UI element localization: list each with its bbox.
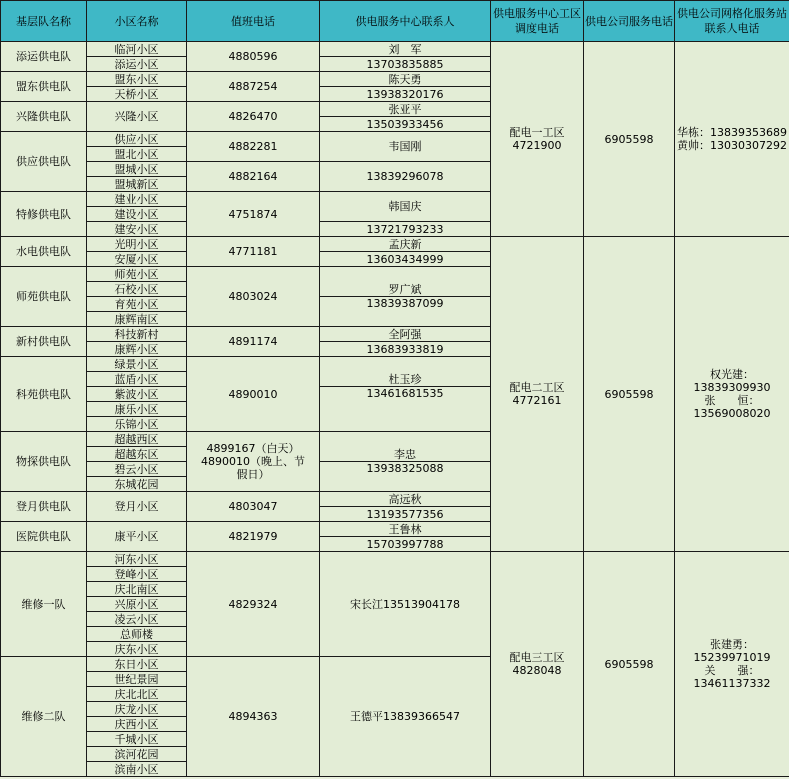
team-cell: 兴隆供电队 (1, 102, 87, 132)
district-cell (491, 237, 584, 552)
community-cell: 光明小区 (87, 237, 187, 252)
community-cell: 登峰小区 (87, 567, 187, 582)
duty-phone-cell: 4899167（白天）4890010（晚上、节假日） (187, 432, 320, 492)
contact-name-cell: 全阿强 (320, 327, 491, 342)
community-cell: 康辉小区 (87, 342, 187, 357)
community-cell: 庆西小区 (87, 717, 187, 732)
community-cell: 添运小区 (87, 57, 187, 72)
duty-phone-cell: 4890010 (187, 357, 320, 432)
header-team: 基层队名称 (1, 1, 87, 42)
team-cell: 师苑供电队 (1, 267, 87, 327)
grid-contact-cell (675, 42, 789, 237)
community-cell: 超越东区 (87, 447, 187, 462)
duty-phone-cell: 4821979 (187, 522, 320, 552)
team-cell: 科苑供电队 (1, 357, 87, 432)
district-name: 配电一工区 (509, 126, 565, 139)
grid-contact-line: 张建勇： (710, 638, 754, 651)
grid-contact-line: 13461137332 (693, 677, 771, 690)
community-cell: 安厦小区 (87, 252, 187, 267)
header-row (1, 1, 789, 42)
community-cell: 庆北北区 (87, 687, 187, 702)
contact-phone-cell: 13938320176 (320, 87, 491, 102)
community-cell: 千城小区 (87, 732, 187, 747)
community-cell: 凌云小区 (87, 612, 187, 627)
community-cell: 康平小区 (87, 522, 187, 552)
contact-cell: 宋长江13513904178 (320, 552, 491, 657)
contact-phone-cell: 15703997788 (320, 537, 491, 552)
contact-phone-cell: 13193577356 (320, 507, 491, 522)
contact-phone-cell: 13683933819 (320, 342, 491, 357)
grid-contact-line: 13839309930 (693, 381, 771, 394)
service-phone-cell: 6905598 (584, 552, 675, 777)
district-cell (491, 552, 584, 777)
grid-contact-line: 黄帅：13030307292 (677, 139, 787, 152)
team-cell: 新村供电队 (1, 327, 87, 357)
duty-phone-cell: 4880596 (187, 42, 320, 72)
duty-phone-cell: 4829324 (187, 552, 320, 657)
community-cell: 康乐小区 (87, 402, 187, 417)
contact-name-cell: 李忠 (320, 432, 491, 462)
community-cell: 庆北南区 (87, 582, 187, 597)
team-cell: 添运供电队 (1, 42, 87, 72)
duty-phone-cell: 4803047 (187, 492, 320, 522)
community-cell: 滨南小区 (87, 762, 187, 777)
header-duty-phone: 值班电话 (187, 1, 320, 42)
contact-name-cell: 王鲁林 (320, 522, 491, 537)
community-cell: 盟城小区 (87, 162, 187, 177)
community-cell: 师苑小区 (87, 267, 187, 282)
duty-phone-cell: 4803024 (187, 267, 320, 327)
community-cell: 育苑小区 (87, 297, 187, 312)
contact-name-cell: 韦国刚 (320, 132, 491, 162)
district-phone: 4772161 (512, 394, 562, 407)
duty-phone-cell: 4882164 (187, 162, 320, 192)
contact-phone-cell: 13721793233 (320, 222, 491, 237)
duty-phone-cell: 4826470 (187, 102, 320, 132)
community-cell: 科技新村 (87, 327, 187, 342)
community-cell: 兴隆小区 (87, 102, 187, 132)
header-grid-contact: 供电公司网格化服务站联系人电话 (675, 1, 789, 42)
community-cell: 紫波小区 (87, 387, 187, 402)
header-community: 小区名称 (87, 1, 187, 42)
grid-contact-line: 15239971019 (693, 651, 771, 664)
duty-phone-cell: 4891174 (187, 327, 320, 357)
community-cell: 建安小区 (87, 222, 187, 237)
contact-name-cell: 孟庆新 (320, 237, 491, 252)
district-name: 配电三工区 (509, 651, 565, 664)
community-cell: 盟城新区 (87, 177, 187, 192)
community-cell: 东城花园 (87, 477, 187, 492)
team-cell: 维修一队 (1, 552, 87, 657)
team-cell: 医院供电队 (1, 522, 87, 552)
contact-name-cell: 张亚平 (320, 102, 491, 117)
header-contact: 供电服务中心联系人 (320, 1, 491, 42)
district-phone: 4828048 (512, 664, 562, 677)
contact-phone-cell: 13839296078 (320, 162, 491, 192)
community-cell: 世纪景园 (87, 672, 187, 687)
community-cell: 蓝盾小区 (87, 372, 187, 387)
grid-contact-line: 权光建： (710, 368, 754, 381)
grid-contact-cell (675, 552, 789, 777)
community-cell: 兴原小区 (87, 597, 187, 612)
duty-phone-cell: 4751874 (187, 192, 320, 237)
grid-contact-line: 张 恒： (704, 394, 760, 407)
duty-phone-cell: 4887254 (187, 72, 320, 102)
community-cell: 超越西区 (87, 432, 187, 447)
community-cell: 绿景小区 (87, 357, 187, 372)
contact-phone-cell: 13503933456 (320, 117, 491, 132)
header-service-phone: 供电公司服务电话 (584, 1, 675, 42)
contact-name-cell: 陈天勇 (320, 72, 491, 87)
community-cell: 滨河花园 (87, 747, 187, 762)
header-dispatch: 供电服务中心工区调度电话 (491, 1, 584, 42)
contact-name-cell: 韩国庆 (320, 192, 491, 222)
community-cell: 河东小区 (87, 552, 187, 567)
grid-contact-line: 华栋：13839353689 (677, 126, 787, 139)
community-cell: 庆龙小区 (87, 702, 187, 717)
contact-phone-cell: 13703835885 (320, 57, 491, 72)
team-cell: 特修供电队 (1, 192, 87, 237)
team-cell: 盟东供电队 (1, 72, 87, 102)
community-cell: 乐锦小区 (87, 417, 187, 432)
contact-name-cell: 刘 军 (320, 42, 491, 57)
contact-phone-cell: 13839387099 (320, 297, 491, 327)
community-cell: 建业小区 (87, 192, 187, 207)
district-phone: 4721900 (512, 139, 562, 152)
community-cell: 总师楼 (87, 627, 187, 642)
community-cell: 康辉南区 (87, 312, 187, 327)
team-cell: 登月供电队 (1, 492, 87, 522)
duty-phone-cell: 4894363 (187, 657, 320, 777)
community-cell: 庆东小区 (87, 642, 187, 657)
community-cell: 碧云小区 (87, 462, 187, 477)
grid-contact-cell (675, 237, 789, 552)
duty-phone-cell: 4771181 (187, 237, 320, 267)
grid-contact-line: 13569008020 (693, 407, 771, 420)
contact-phone-cell: 13461681535 (320, 387, 491, 432)
community-cell: 盟东小区 (87, 72, 187, 87)
community-cell: 盟北小区 (87, 147, 187, 162)
community-cell: 石校小区 (87, 282, 187, 297)
contact-phone-cell: 13938325088 (320, 462, 491, 492)
contact-name-cell: 杜玉珍 (320, 357, 491, 387)
contact-name-cell: 罗广斌 (320, 267, 491, 297)
community-cell: 东日小区 (87, 657, 187, 672)
service-phone-cell: 6905598 (584, 237, 675, 552)
community-cell: 供应小区 (87, 132, 187, 147)
team-cell: 物探供电队 (1, 432, 87, 492)
district-cell (491, 42, 584, 237)
community-cell: 登月小区 (87, 492, 187, 522)
district-name: 配电二工区 (509, 381, 565, 394)
team-cell: 供应供电队 (1, 132, 87, 192)
service-phone-cell: 6905598 (584, 42, 675, 237)
contact-cell: 王德平13839366547 (320, 657, 491, 777)
contact-phone-cell: 13603434999 (320, 252, 491, 267)
grid-contact-line: 关 强： (704, 664, 760, 677)
community-cell: 天桥小区 (87, 87, 187, 102)
community-cell: 临河小区 (87, 42, 187, 57)
contact-name-cell: 高远秋 (320, 492, 491, 507)
community-cell: 建设小区 (87, 207, 187, 222)
team-cell: 维修二队 (1, 657, 87, 777)
duty-phone-cell: 4882281 (187, 132, 320, 162)
team-cell: 水电供电队 (1, 237, 87, 267)
